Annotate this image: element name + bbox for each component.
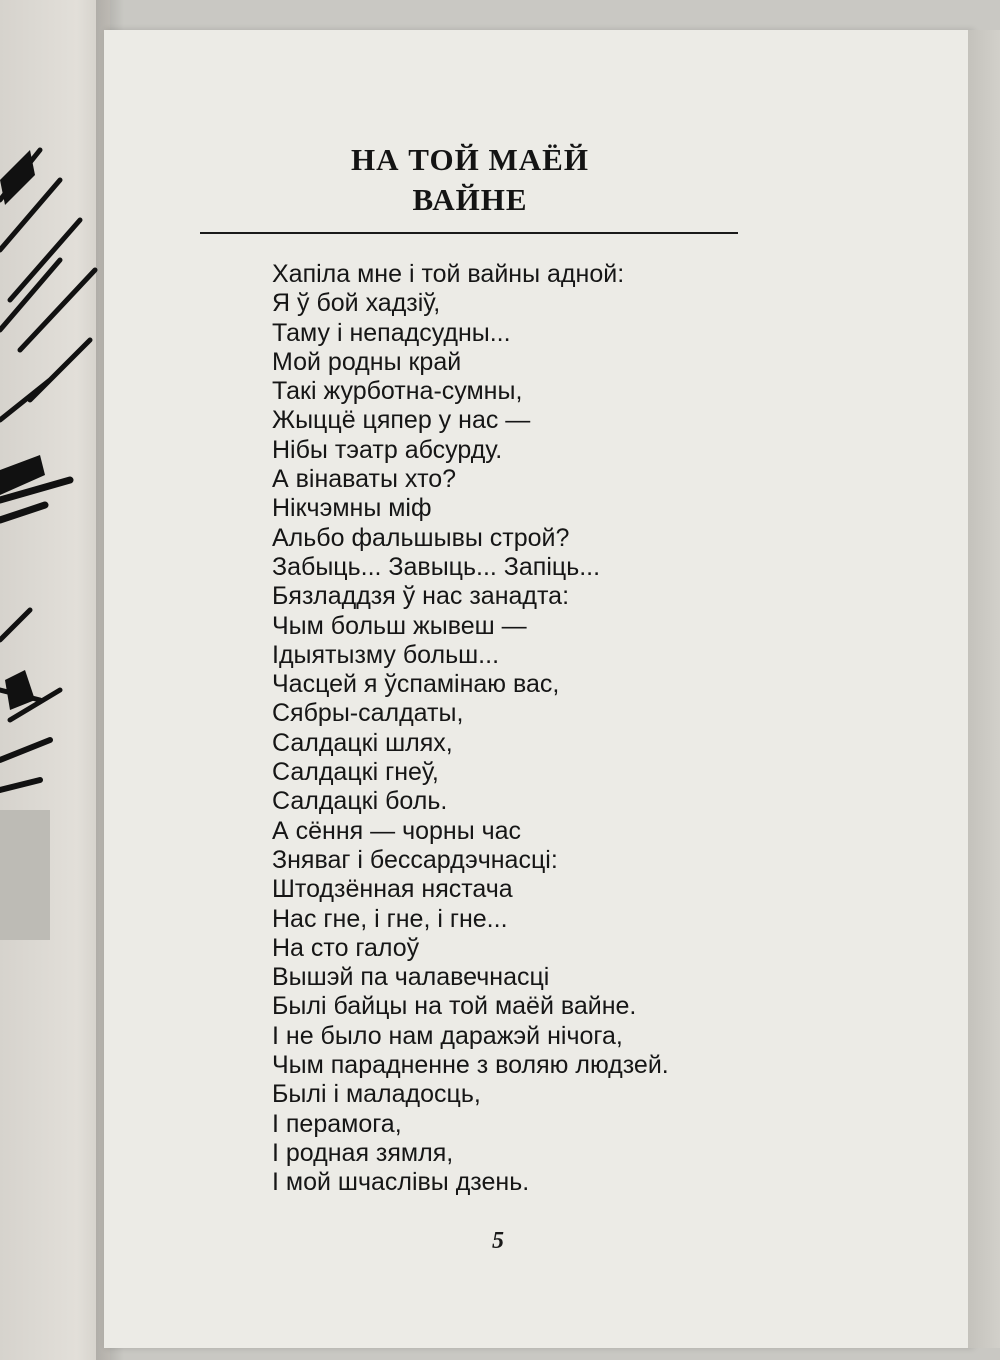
poem-line: Штодзённая нястача — [272, 875, 513, 904]
poem-line: Забыць... Завыць... Запіць... — [272, 552, 601, 581]
poem-line: Сябры-салдаты, — [272, 699, 464, 728]
poem-line: А сёння — чорны час — [272, 816, 522, 845]
poem-line: А вінаваты хто? — [272, 465, 457, 494]
poem-line: Бязладдзя ў нас занадта: — [272, 582, 570, 611]
illustration-fragment — [0, 0, 110, 1360]
poem-line: Нас гне, і гне, і гне... — [272, 904, 508, 933]
page-number: 5 — [492, 1228, 504, 1254]
poem-line: На сто галоў — [272, 933, 420, 962]
poem-line: Былі і маладосць, — [272, 1080, 481, 1109]
poem-line: Таму і непадсудны... — [272, 318, 511, 347]
poem-line: Вышэй па чалавечнасці — [272, 963, 550, 992]
poem-line: І родная зямля, — [272, 1138, 454, 1167]
poem-line: Хапіла мне і той вайны адной: — [272, 260, 625, 288]
poem-line: І не было нам даражэй нічога, — [272, 1021, 623, 1050]
poem-line: Ідыятызму больш... — [272, 640, 500, 669]
poem-title — [200, 140, 740, 220]
poem-line: Былі байцы на той маёй вайне. — [272, 992, 637, 1021]
poem-line: Нібы тэатр абсурду. — [272, 435, 503, 464]
poem-line: Салдацкі шлях, — [272, 728, 453, 757]
ink-fills — [0, 150, 45, 710]
poem-line: І мой шчаслівы дзень. — [272, 1168, 530, 1197]
poem-line: Чым больш жывеш — — [272, 611, 527, 640]
poem-line: Салдацкі гнеў, — [272, 758, 439, 787]
poem-line: Такі журботна-сумны, — [272, 377, 523, 406]
poem-line: Зняваг і бессардэчнасці: — [272, 845, 558, 874]
left-page — [0, 0, 110, 1360]
poem-line: Мой родны край — [272, 347, 462, 376]
poem-line: Чым парадненне з воляю людзей. — [272, 1051, 669, 1080]
poem-line: Салдацкі боль. — [272, 787, 448, 816]
poem-line: І перамога, — [272, 1109, 402, 1138]
poem-line: Нікчэмны міф — [272, 494, 432, 523]
page-edge — [968, 30, 1000, 1348]
title-underline — [200, 232, 738, 234]
poem-line: Альбо фальшывы строй? — [272, 523, 570, 552]
poem-line: Я ў бой хадзіў, — [272, 289, 441, 318]
poem-text — [272, 260, 772, 1198]
title-line-2: ВАЙНЕ — [412, 182, 528, 217]
poem-line: Жыццё цяпер у нас — — [272, 406, 531, 435]
poem-line: Часцей я ўспамінаю вас, — [272, 670, 560, 699]
title-line-1: НА ТОЙ МАЁЙ — [351, 142, 589, 177]
gray-block — [0, 810, 50, 940]
